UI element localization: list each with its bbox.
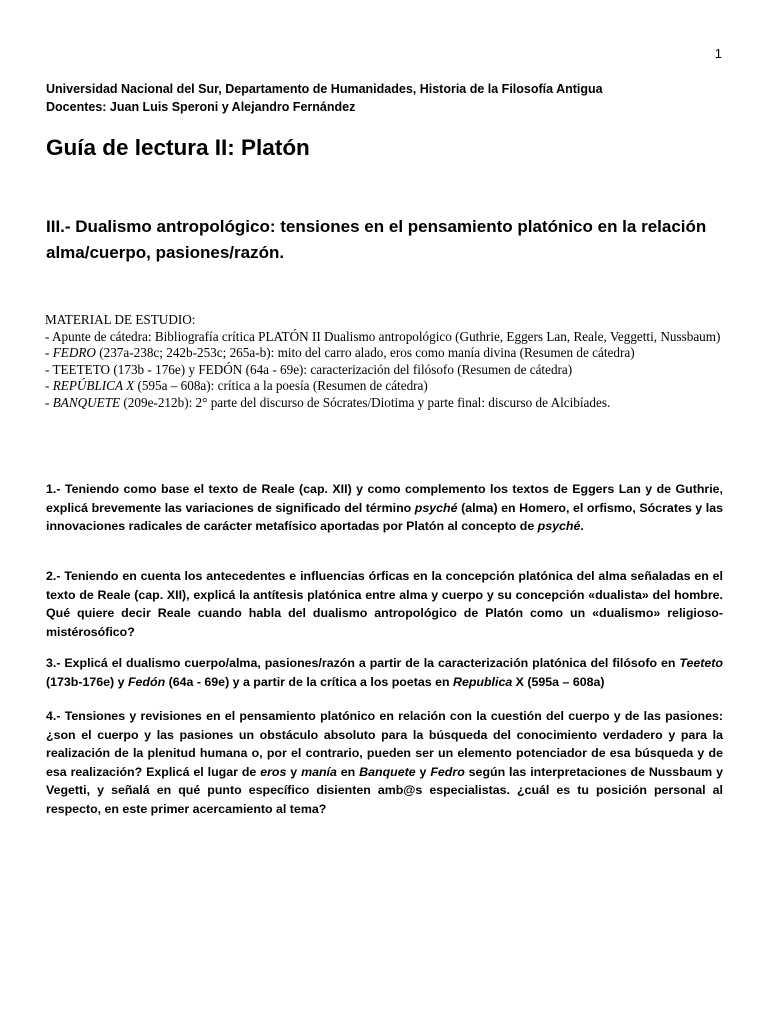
question-emphasis: eros <box>260 764 287 779</box>
document-header <box>46 80 726 116</box>
question-emphasis: manía <box>301 764 337 779</box>
question-text: X (595a – 608a) <box>512 674 605 689</box>
question-emphasis: Banquete <box>359 764 416 779</box>
question-text: (173b-176e) y <box>46 674 128 689</box>
material-item <box>45 395 735 412</box>
material-item <box>45 378 735 395</box>
material-item-work: FEDRO <box>52 345 96 360</box>
question-emphasis: Teeteto <box>679 656 723 670</box>
question-text: . <box>580 519 584 534</box>
material-item-prefix: - <box>45 345 53 360</box>
page-title: Guía de lectura II: Platón <box>46 135 310 160</box>
material-item-work: BANQUETE <box>52 394 121 410</box>
question-text: 4.- Tensiones y revisiones en el pensamiento platónico en relación con la cuestión del cuerpo y de las pasiones: ¿son el cuerpo y las pasiones un obstáculo absoluto para la búsqueda del conocimiento verdadero y para la realización de la plenitud humana o, por el contrario, pueden ser un elemento potenciador de esa búsqueda y de esa realización? Explicá el lugar de <box>46 709 723 779</box>
question-4 <box>46 707 723 819</box>
material-item-prefix: - <box>45 394 53 410</box>
question-emphasis: Fedro <box>430 764 465 779</box>
institution-line: Universidad Nacional del Sur, Departamento de Humanidades, Historia de la Filosofía Antigua <box>46 82 603 96</box>
question-emphasis: psyché <box>414 500 458 515</box>
material-heading: MATERIAL DE ESTUDIO: <box>45 312 196 327</box>
material-item-text: (595a – 608a): crítica a la poesía (Resumen de cátedra) <box>134 378 428 393</box>
study-material <box>45 312 735 411</box>
question-1 <box>46 480 723 536</box>
question-text: y <box>286 764 302 779</box>
question-text: según las interpretaciones de Nussbaum y Vegetti, y señalá en qué punto específico disienten amb@s especialistas. ¿cuál es tu posición personal al respecto, en este primer acercamiento al tema? <box>46 764 723 816</box>
section-title: III.- Dualismo antropológico: tensiones en el pensamiento platónico en la relación alma/cuerpo, pasiones/razón. <box>46 217 707 262</box>
question-text: (alma) en Homero, el orfismo, Sócrates y las innovaciones radicales de carácter metafísico aportadas por Platón al concepto de <box>46 500 723 534</box>
material-item-text: (237a-238c; 242b-253c; 265a-b): mito del carro alado, eros como manía divina (Resumen de cátedra) <box>95 345 635 360</box>
material-item: - Apunte de cátedra: Bibliografía crítica PLATÓN II Dualismo antropológico (Guthrie, Eggers Lan, Reale, Veggetti, Nussbaum) <box>45 328 721 344</box>
material-item-work: REPÚBLICA X <box>52 378 135 393</box>
question-text: 3.- Explicá el dualismo cuerpo/alma, pasiones/razón a partir de la caracterización platónica del filósofo en <box>46 656 680 670</box>
question-text: y <box>415 764 431 779</box>
teachers-line: Docentes: Juan Luis Speroni y Alejandro Fernández <box>46 100 356 114</box>
question-text: (64a - 69e) y a partir de la crítica a los poetas en <box>165 674 454 689</box>
question-emphasis: Fedón <box>127 674 166 689</box>
question-emphasis: psyché <box>537 519 581 534</box>
material-item-text: (209e-212b): 2° parte del discurso de Sócrates/Diotima y parte final: discurso de Alcibíades. <box>120 394 611 410</box>
material-item-prefix: - <box>45 378 53 393</box>
question-2: 2.- Teniendo en cuenta los antecedentes e influencias órficas en la concepción platónica del alma señaladas en el texto de Reale (cap. XII), explicá la antítesis platónica entre alma y cuerpo y su concepción «dualista» del hombre. Qué quiere decir Reale cuando habla del dualismo antropológico de Platón como un «dualismo» religioso-mistérosófico? <box>46 569 723 639</box>
question-emphasis: Republica <box>453 674 513 689</box>
material-item <box>45 345 735 362</box>
question-text: 1.- Teniendo como base el texto de Reale (cap. XII) y como complemento los textos de Eggers Lan y de Guthrie, explicá brevemente las variaciones de significado del término <box>46 482 723 515</box>
question-text: en <box>336 764 360 779</box>
page-number: 1 <box>714 46 722 61</box>
material-item: - TEETETO (173b - 176e) y FEDÓN (64a - 69e): caracterización del filósofo (Resumen de cátedra) <box>45 361 573 377</box>
question-3 <box>46 654 723 691</box>
